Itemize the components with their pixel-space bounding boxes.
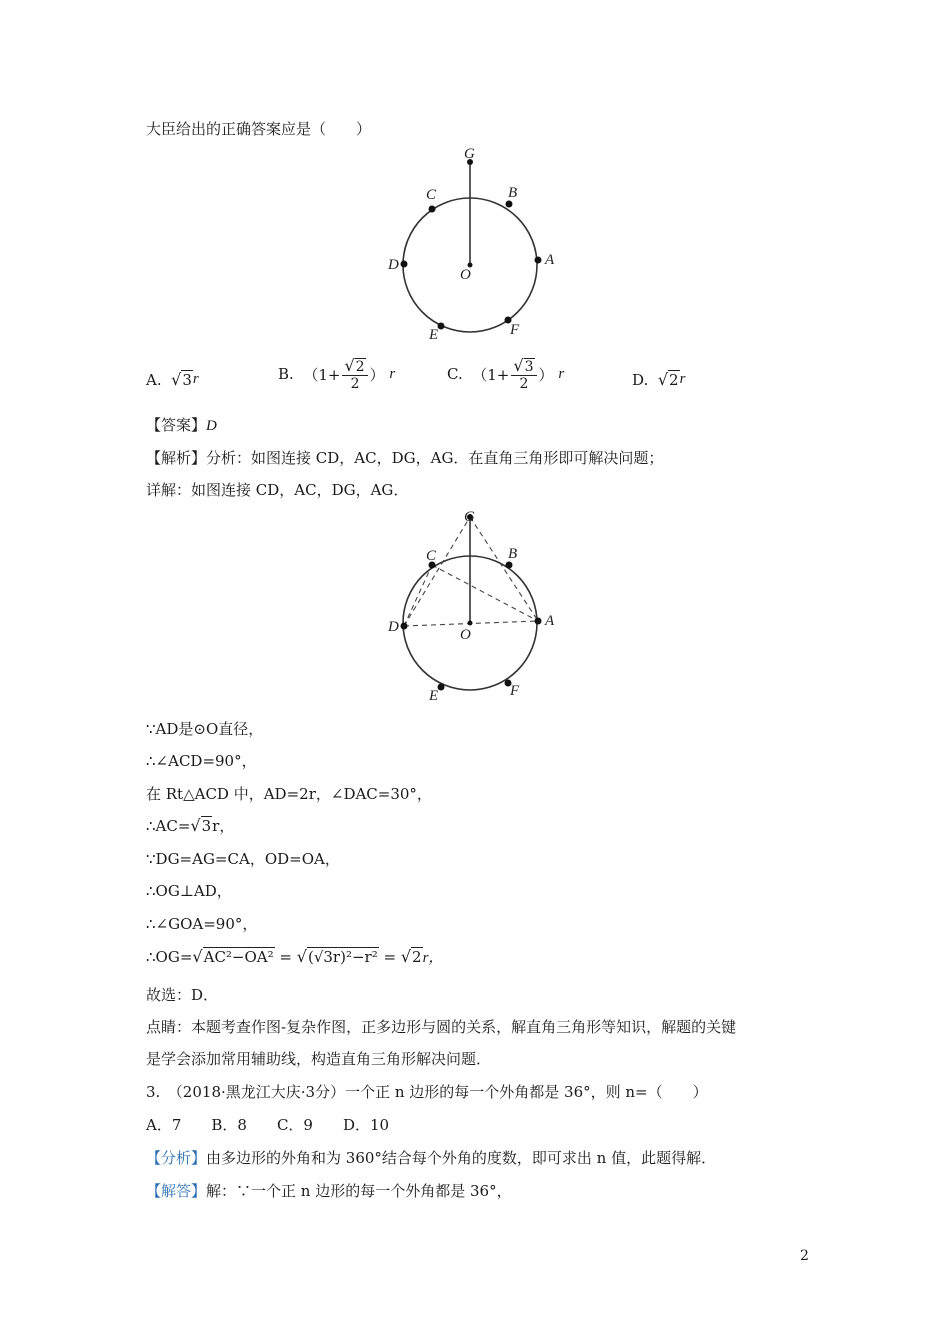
label2-b: B: [508, 546, 518, 562]
proof-line-6: ∴OG⊥AD，: [146, 882, 232, 900]
question-stem: 大臣给出的正确答案应是（ ）: [146, 120, 372, 138]
label2-g: G: [464, 509, 475, 525]
option-d: D. √ 2 r: [632, 370, 686, 389]
page-number: 2: [800, 1248, 809, 1264]
label-b: B: [508, 185, 518, 201]
comment-line-1: 点睛：本题考查作图-复杂作图，正多边形与圆的关系，解直角三角形等知识，解题的关键: [146, 1018, 737, 1036]
label2-a: A: [545, 613, 555, 629]
answer-line: 【答案】D: [146, 416, 217, 434]
label-c: C: [426, 187, 437, 203]
choice-line: 故选：D．: [146, 986, 219, 1004]
label-f: F: [510, 322, 520, 338]
q3-solution: 【解答】解：∵一个正 n 边形的每一个外角都是 36°，: [146, 1182, 512, 1200]
detail-intro: 详解：如图连接 CD，AC，DG，AG．: [146, 481, 409, 499]
proof-line-8: ∴OG=√AC²−OA² = √(√3r)²−r² = √2r，: [146, 947, 444, 966]
option-a: A. √ 3 r: [146, 370, 199, 389]
label-o: O: [460, 267, 471, 283]
proof-line-2: ∴∠ACD=90°，: [146, 752, 257, 770]
figure-circle-2: [380, 503, 580, 713]
q3-options: A．7 B．8 C．9 D．10: [146, 1116, 390, 1134]
label-e: E: [429, 327, 439, 343]
analysis-line: 【解析】分析：如图连接 CD，AC，DG，AG．在直角三角形即可解决问题；: [146, 449, 664, 467]
proof-line-5: ∵DG=AG=CA，OD=OA，: [146, 850, 340, 868]
proof-line-3: 在 Rt△ACD 中，AD=2r，∠DAC=30°，: [146, 785, 432, 803]
figure-circle-1: [380, 140, 580, 350]
option-b: B. （1+ $\frac{√2}{2}$ ） r: [278, 356, 396, 392]
label2-e: E: [429, 688, 439, 704]
label-a: A: [545, 252, 555, 268]
label2-c: C: [426, 548, 437, 564]
proof-line-7: ∴∠GOA=90°，: [146, 915, 258, 933]
proof-line-1: ∵AD是⊙O直径，: [146, 720, 264, 738]
q3-stem: 3. （2018·黑龙江大庆·3分）一个正 n 边形的每一个外角都是 36°，则 n=（ ）: [146, 1083, 708, 1101]
q3-analysis: 【分析】由多边形的外角和为 360°结合每个外角的度数，即可求出 n 值，此题得解．: [146, 1149, 717, 1167]
option-c: C. （1+ $\frac{√3}{2}$ ） r: [447, 356, 565, 392]
proof-line-4: ∴AC=√3r，: [146, 816, 235, 835]
label2-o: O: [460, 627, 471, 643]
comment-line-2: 是学会添加常用辅助线，构造直角三角形解决问题．: [146, 1050, 492, 1068]
label2-f: F: [510, 683, 520, 699]
label-g: G: [464, 146, 475, 162]
label-d: D: [388, 257, 399, 273]
label2-d: D: [388, 619, 399, 635]
